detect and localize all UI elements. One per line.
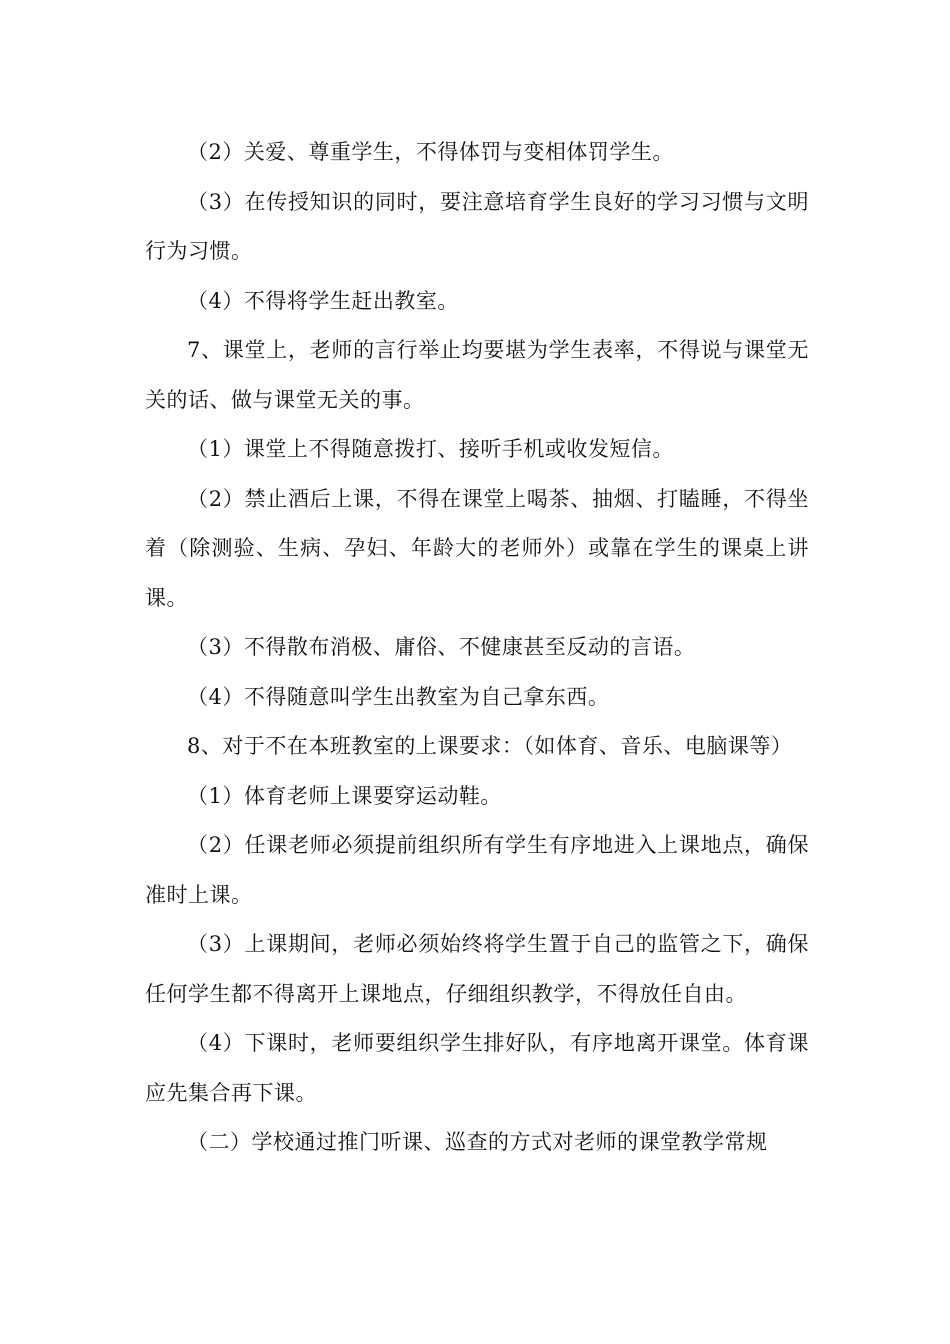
paragraph-2: （3）在传授知识的同时，要注意培育学生良好的学习习惯与文明行为习惯。: [145, 189, 809, 263]
paragraph-5: （1）课堂上不得随意拨打、接听手机或收发短信。: [187, 437, 674, 461]
paragraph-10: （1）体育老师上课要穿运动鞋。: [187, 783, 502, 808]
paragraph-12: （3）上课期间，老师必须始终将学生置于自己的监管之下，确保任何学生都不得离开上课地点，仔细组织教学，不得放任自由。: [145, 932, 809, 1006]
paragraph-1: （2）关爱、尊重学生，不得体罚与变相体罚学生。: [187, 140, 674, 164]
paragraph-7: （3）不得散布消极、庸俗、不健康甚至反动的言语。: [187, 635, 696, 659]
paragraph-9: 8、对于不在本班教室的上课要求：（如体育、音乐、电脑课等）: [187, 734, 793, 758]
paragraph-14: （二）学校通过推门听课、巡查的方式对老师的课堂教学常规: [187, 1130, 768, 1154]
paragraph-8: （4）不得随意叫学生出教室为自己拿东西。: [187, 684, 610, 709]
paragraph-11: （2）任课老师必须提前组织所有学生有序地进入上课地点，确保准时上课。: [145, 833, 809, 907]
paragraph-6: （2）禁止酒后上课，不得在课堂上喝茶、抽烟、打瞌睡，不得坐着（除测验、生病、孕妇、年龄大的老师外）或靠在学生的课桌上讲课。: [145, 486, 809, 610]
paragraph-4: 7、课堂上，老师的言行举止均要堪为学生表率，不得说与课堂无关的话、做与课堂无关的事。: [145, 338, 809, 412]
paragraph-3: （4）不得将学生赶出教室。: [187, 288, 459, 313]
document-page: [145, 128, 809, 1168]
paragraph-13: （4）下课时，老师要组织学生排好队，有序地离开课堂。体育课应先集合再下课。: [145, 1031, 809, 1105]
